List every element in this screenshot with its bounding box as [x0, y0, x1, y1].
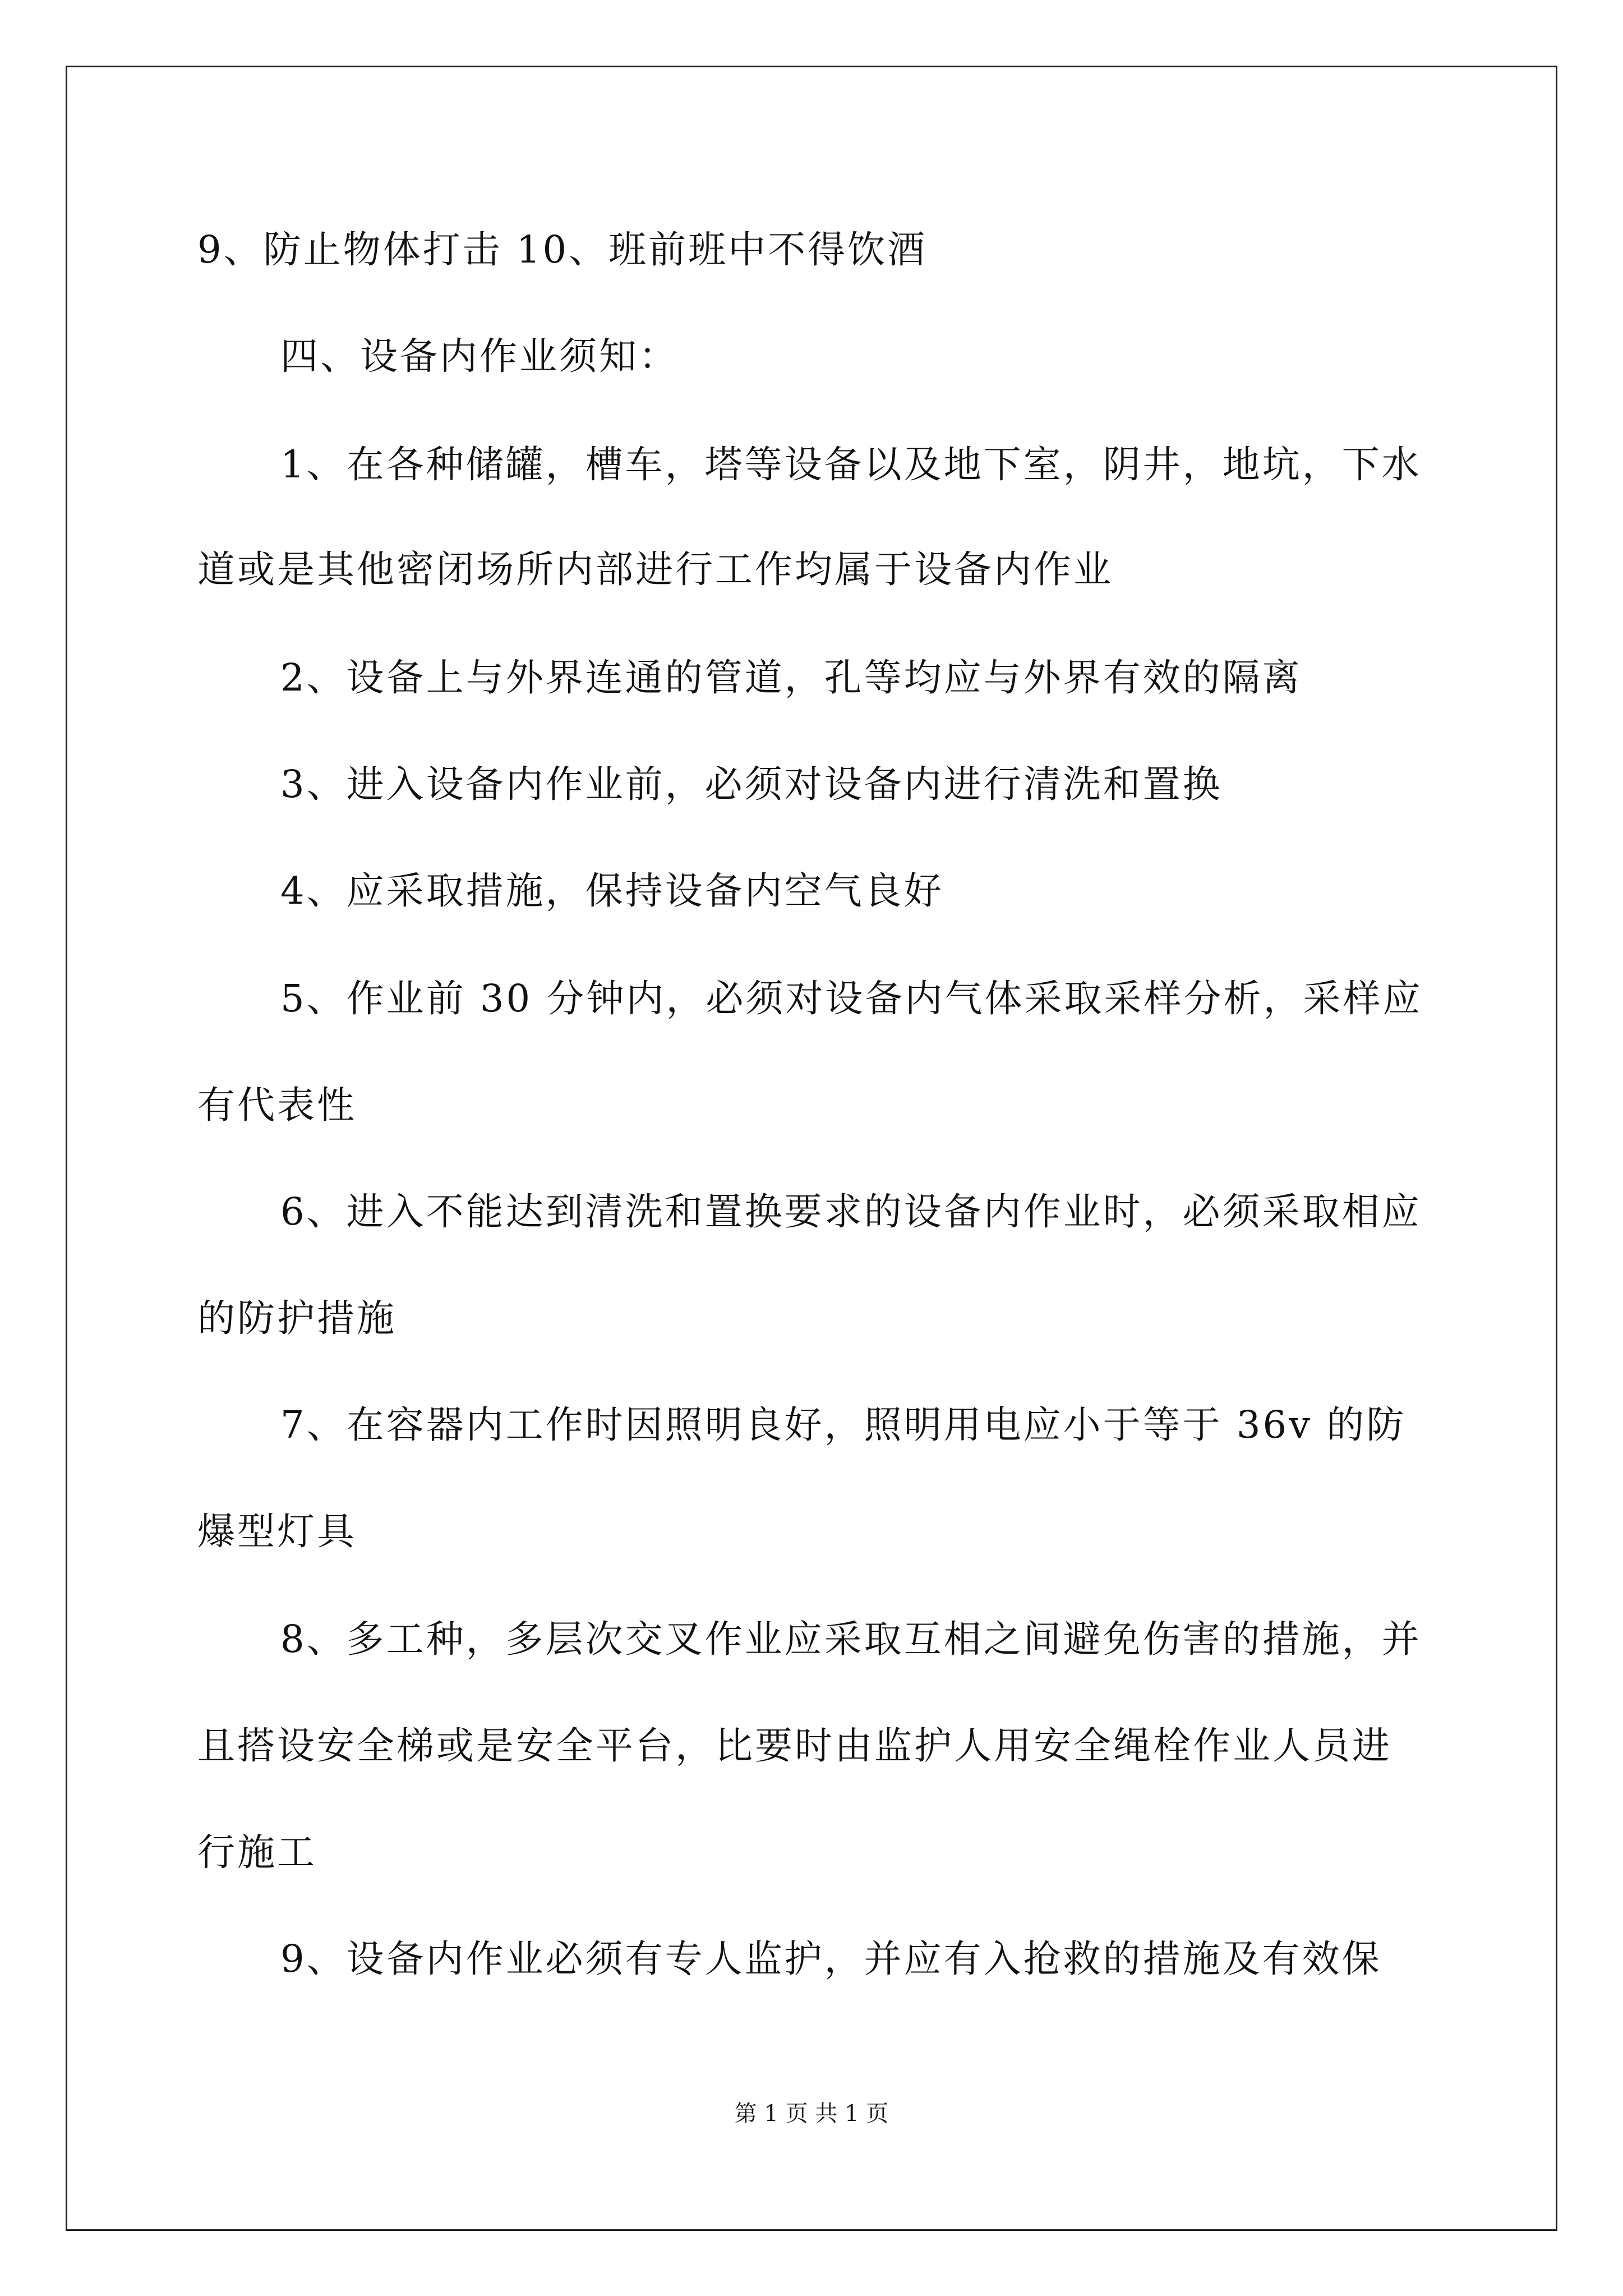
text-line-3: 1、在各种储罐，槽车，塔等设备以及地下室，阴井，地坑，下水 [280, 443, 1422, 486]
page-border [66, 66, 1557, 2231]
text-line-13: 爆型灯具 [197, 1510, 357, 1553]
text-line-11: 的防护措施 [197, 1296, 396, 1340]
text-line-9: 有代表性 [197, 1083, 357, 1127]
text-line-17: 9、设备内作业必须有专人监护，并应有入抢救的措施及有效保 [280, 1937, 1382, 1981]
text-line-14: 8、多工种，多层次交叉作业应采取互相之间避免伤害的措施，并 [280, 1617, 1422, 1661]
text-line-4: 道或是其他密闭场所内部进行工作均属于设备内作业 [197, 547, 1113, 591]
text-line-15: 且搭设安全梯或是安全平台，比要时由监护人用安全绳栓作业人员进 [197, 1724, 1392, 1768]
text-line-7: 4、应采取措施，保持设备内空气良好 [280, 869, 944, 913]
text-line-16: 行施工 [197, 1830, 317, 1874]
text-line-10: 6、进入不能达到清洗和置换要求的设备内作业时，必须采取相应 [280, 1190, 1422, 1234]
section-heading: 四、设备内作业须知： [280, 334, 679, 378]
text-line-5: 2、设备上与外界连通的管道，孔等均应与外界有效的隔离 [280, 656, 1302, 700]
page-number-footer: 第 1 页 共 1 页 [734, 2101, 889, 2127]
text-line-1: 9、防止物体打击 10、班前班中不得饮酒 [197, 228, 928, 272]
text-line-12: 7、在容器内工作时因照明良好，照明用电应小于等于 36v 的防 [280, 1403, 1407, 1447]
text-line-6: 3、进入设备内作业前，必须对设备内进行清洗和置换 [280, 762, 1223, 806]
text-line-8: 5、作业前 30 分钟内，必须对设备内气体采取采样分析，采样应 [280, 977, 1423, 1020]
